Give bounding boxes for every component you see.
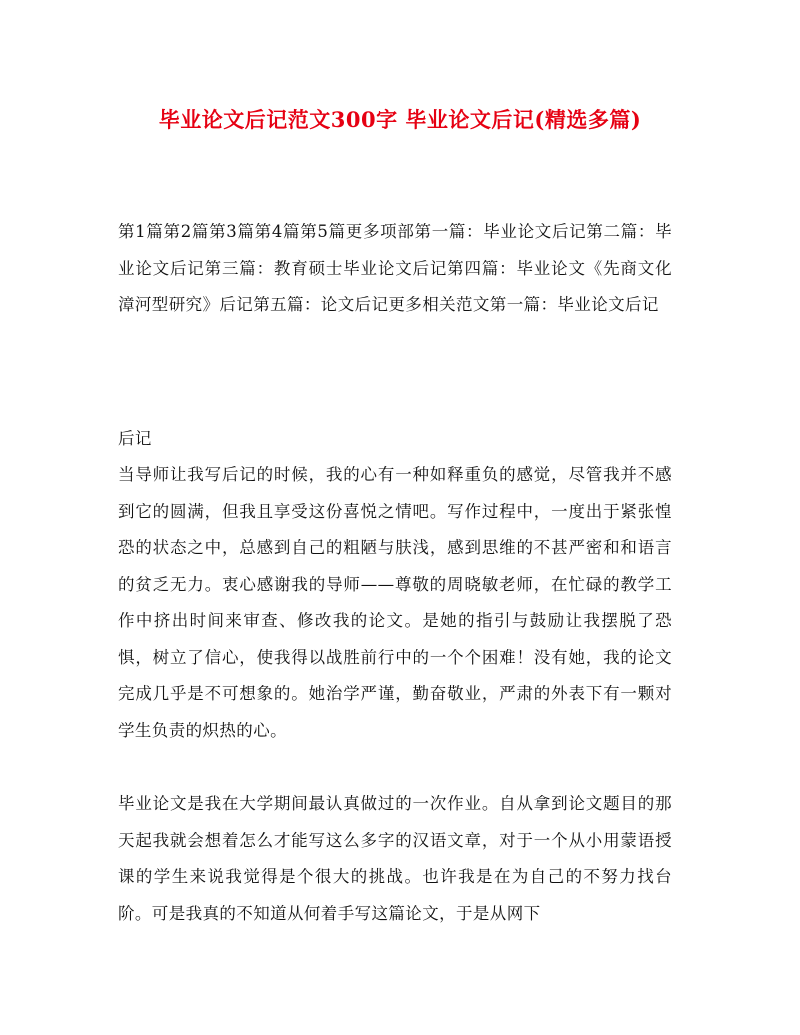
paragraph-block-1 [118, 457, 672, 749]
table-of-contents [118, 214, 672, 324]
paragraph-block-2 [118, 786, 672, 932]
section-heading: 后记 [118, 429, 152, 448]
document-title: 毕业论文后记范文300字 毕业论文后记(精选多篇) [158, 107, 642, 132]
paragraph: 毕业论文是我在大学期间最认真做过的一次作业。自从拿到论文题目的那天起我就会想着怎么才能写这么多字的汉语文章，对于一个从小用蒙语授课的学生来说我觉得是个很大的挑战。也许我是在为自己的不努力找台阶。可是我真的不知道从何着手写这篇论文，于是从网下 [118, 794, 672, 923]
paragraph: 当导师让我写后记的时候，我的心有一种如释重负的感觉，尽管我并不感到它的圆满，但我且享受这份喜悦之情吧。写作过程中，一度出于紧张惶恐的状态之中，总感到自己的粗陋与肤浅，感到思维的不甚严密和和语言的贫乏无力。衷心感谢我的导师——尊敬的周晓敏老师，在忙碌的教学工作中挤出时间来审查、修改我的论文。是她的指引与鼓励让我摆脱了恐惧，树立了信心，使我得以战胜前行中的一个个困难！没有她，我的论文完成几乎是不可想象的。她治学严谨，勤奋敬业，严肃的外表下有一颗对学生负责的炽热的心。 [118, 465, 672, 740]
toc-text: 第1篇第2篇第3篇第4篇第5篇更多项部第一篇：毕业论文后记第二篇：毕业论文后记第三篇：教育硕士毕业论文后记第四篇：毕业论文《先商文化漳河型研究》后记第五篇：论文后记更多相关范文第一篇：毕业论文后记 [118, 222, 672, 314]
section-heading-block [118, 421, 672, 458]
